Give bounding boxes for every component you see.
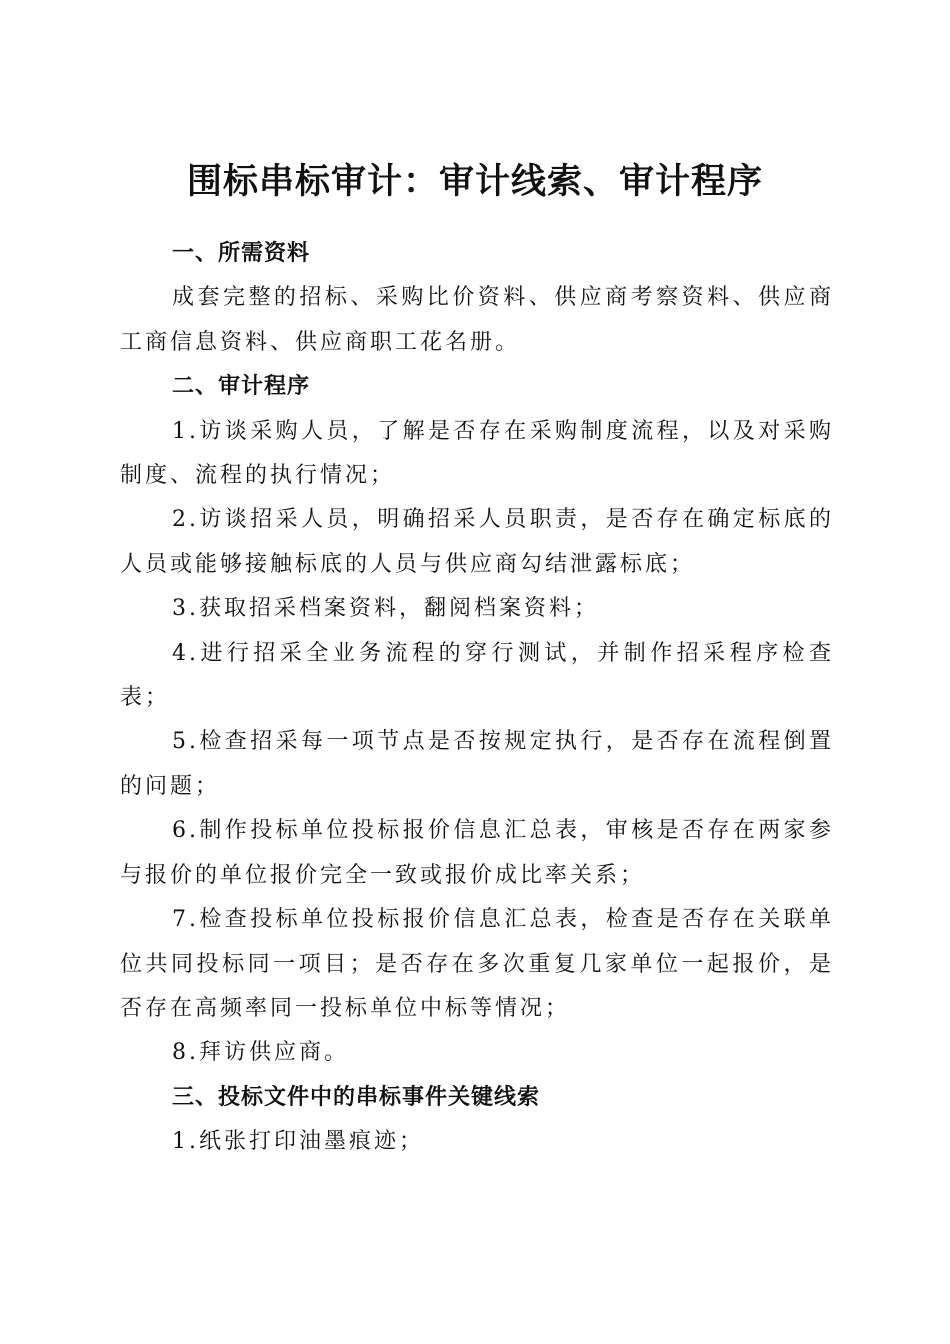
- section-heading-clues: 三、投标文件中的串标事件关键线索: [172, 1084, 541, 1110]
- procedure-item-8: 8.拜访供应商。: [172, 1040, 349, 1066]
- procedure-item-7: 7.检查投标单位投标报价信息汇总表，检查是否存在关联单位共同投标同一项目；是否存在多次重复几家单位一起报价，是否存在高频率同一投标单位中标等情况；: [120, 907, 834, 1021]
- document-body: [120, 232, 834, 1165]
- document-title: 围标串标审计：审计线索、审计程序: [186, 161, 763, 203]
- procedure-item-4: 4.进行招采全业务流程的穿行测试，并制作招采程序检查表；: [120, 640, 834, 711]
- procedure-item-5: 5.检查招采每一项节点是否按规定执行，是否存在流程倒置的问题；: [120, 729, 834, 799]
- procedure-item-1: 1.访谈采购人员，了解是否存在采购制度流程，以及对采购制度、流程的执行情况；: [120, 418, 834, 489]
- section-heading-materials: 一、所需资料: [172, 241, 311, 266]
- procedure-item-2: 2.访谈招采人员，明确招采人员职责，是否存在确定标底的人员或能够接触标底的人员与供应商勾结泄露标底；: [120, 507, 834, 577]
- clue-item-1: 1.纸张打印油墨痕迹；: [172, 1129, 424, 1155]
- procedure-item-6: 6.制作投标单位投标报价信息汇总表，审核是否存在两家参与报价的单位报价完全一致或报价成比率关系；: [120, 818, 834, 888]
- procedure-item-3: 3.获取招采档案资料，翻阅档案资料；: [172, 596, 599, 622]
- section-heading-procedures: 二、审计程序: [172, 374, 311, 400]
- materials-paragraph: 成套完整的招标、采购比价资料、供应商考察资料、供应商工商信息资料、供应商职工花名册。: [120, 285, 834, 355]
